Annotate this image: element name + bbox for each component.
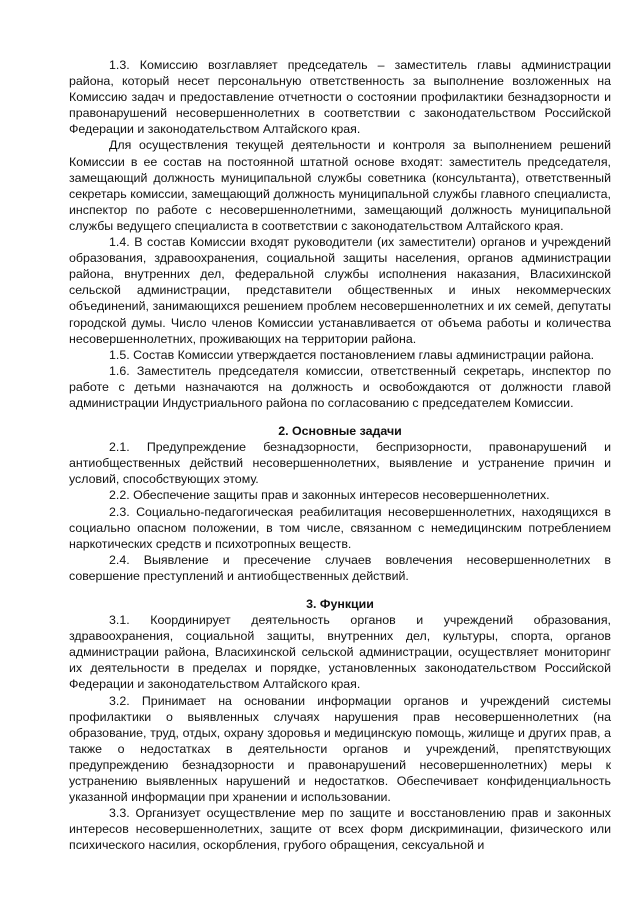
section-1 <box>69 57 611 411</box>
paragraph-2-3: 2.3. Социально-педагогическая реабилитация несовершеннолетних, находящихся в социально опасном положении, в том числе, связанном с немедицинским потреблением наркотических средств и психотропных веществ. <box>69 504 611 551</box>
paragraph-2-4: 2.4. Выявление и пресечение случаев вовлечения несовершеннолетних в совершение преступлений и антиобщественных действий. <box>69 552 611 583</box>
paragraph-2-1: 2.1. Предупреждение безнадзорности, беспризорности, правонарушений и антиобщественных действий несовершеннолетних, выявление и устранение причин и условий, способствующих этому. <box>69 440 611 487</box>
section-3 <box>69 596 611 854</box>
document-page <box>69 57 611 854</box>
paragraph-3-1: 3.1. Координирует деятельность органов и учреждений образования, здравоохранения, социальной защиты, внутренних дел, культуры, спорта, органов администрации района, Власихинской сельской администрации, осуществляет мониторинг их деятельности в пределах и порядке, установленных законодательством Российской Федерации и законодательством Алтайского края. <box>69 613 611 692</box>
paragraph-1-4: 1.4. В состав Комиссии входят руководители (их заместители) органов и учреждений образования, здравоохранения, социальной защиты населения, органов администрации района, внутренних дел, федеральной службы исполнения наказания, Власихинской сельской администрации, представители общественных и иных некоммерческих объединений, занимающихся решением проблем несовершеннолетних и их семей, депутаты городской думы. Число членов Комиссии устанавливается от объема работы и количества несовершеннолетних, проживающих на территории района. <box>69 235 611 346</box>
paragraph-1-6: 1.6. Заместитель председателя комиссии, ответственный секретарь, инспектор по работе с детьми назначаются на должность и освобождаются от должности главой администрации Индустриального района по согласованию с председателем Комиссии. <box>69 363 611 410</box>
paragraph-staff: Для осуществления текущей деятельности и контроля за выполнением решений Комиссии в ее состав на постоянной штатной основе входят: заместитель председателя, замещающий должность муниципальной службы советника (консультанта), ответственный секретарь комиссии, замещающий должность муниципальной службы главного специалиста, инспектор по работе с несовершеннолетними, замещающий должность муниципальной службы ведущего специалиста в соответствии с законодательством Алтайского края. <box>69 138 611 233</box>
paragraph-1-5: 1.5. Состав Комиссии утверждается постановлением главы администрации района. <box>109 347 595 362</box>
section-heading-main-tasks: 2. Основные задачи <box>278 424 402 439</box>
paragraph-3-2: 3.2. Принимает на основании информации органов и учреждений системы профилактики о выявленных случаях нарушения прав несовершеннолетних (на образование, труд, отдых, охрану здоровья и медицинскую помощь, жилище и других прав, а также о недостатках в деятельности органов и учреждений, препятствующих предупреждению безнадзорности и правонарушений несовершеннолетних) меры к устранению выявленных нарушений и недостатков. Обеспечивает конфиденциальность указанной информации при хранении и использовании. <box>69 693 611 805</box>
paragraph-3-3: 3.3. Организует осуществление мер по защите и восстановлению прав и законных интересов несовершеннолетних, защите от всех форм дискриминации, физического или психического насилия, оскорбления, грубого обращения, сексуальной и <box>69 806 611 853</box>
paragraph-2-2: 2.2. Обеспечение защиты прав и законных интересов несовершеннолетних. <box>109 488 550 503</box>
section-2 <box>69 423 611 584</box>
paragraph-1-3: 1.3. Комиссию возглавляет председатель – заместитель главы администрации района, который несет персональную ответственность за выполнение возложенных на Комиссию задач и предоставление отчетности о состоянии профилактики безнадзорности и правонарушений несовершеннолетних в соответствии с законодательством Российской Федерации и законодательством Алтайского края. <box>69 58 611 137</box>
section-heading-functions: 3. Функции <box>306 597 374 611</box>
